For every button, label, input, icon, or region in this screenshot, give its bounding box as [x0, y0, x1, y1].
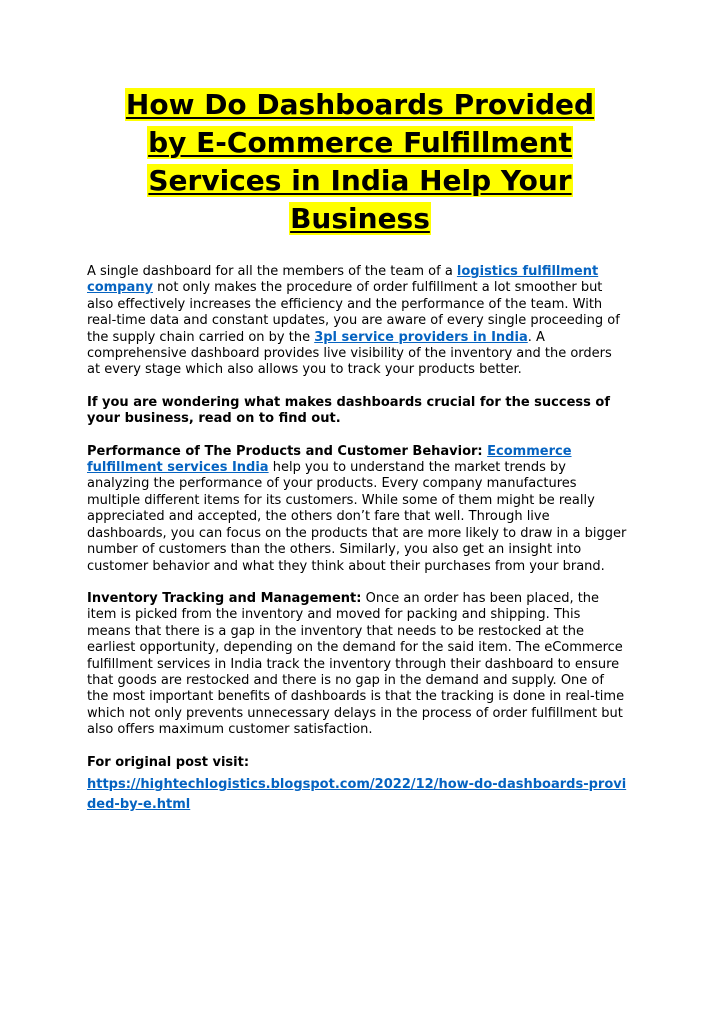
performance-text: help you to understand the market trends by analyzing the performance of your products. Every company manufactures multiple different items for its customers. While some of them might be really appreciated and accepted, the others don’t fare that well. Through live dashboards, you can focus on the products that are more likely to draw in a bigger number of customers than the others. Similarly, you also get an insight into customer behavior and what they think about their purchases from your brand. [87, 460, 627, 574]
intro-paragraph [87, 264, 627, 379]
title-line: Business [290, 202, 430, 235]
title-line: How Do Dashboards Provided [125, 88, 595, 121]
title-block [60, 86, 660, 238]
lead-in-paragraph: If you are wondering what makes dashboards crucial for the success of your business, read on to find out. [87, 394, 610, 427]
intro-text: not only makes the procedure of order fulfillment a lot smoother but also effectively increases the efficiency and the performance of the team. With real-time data and constant updates, you are aware of every single proceeding of the supply chain carried on by the [87, 280, 620, 345]
title-line: Services in India Help Your [148, 164, 572, 197]
article-body [87, 264, 627, 815]
ecommerce-fulfillment-link[interactable]: Ecommerce fulfillment services India [87, 443, 572, 476]
intro-text: A single dashboard for all the members of the team of a [87, 264, 457, 279]
inventory-paragraph [87, 591, 627, 739]
logistics-fulfillment-link[interactable]: logistics fulfillment company [87, 264, 599, 296]
title-line: by E-Commerce Fulfillment [148, 126, 572, 159]
source-label: For original post visit: [87, 754, 250, 770]
inventory-text: Once an order has been placed, the item is picked from the inventory and moved for packing and shipping. This means that there is a gap in the inventory that needs to be restocked at the earliest opportunity, depending on the demand for the said item. The eCommerce fulfillment services in India track the inventory through their dashboard to ensure that goods are restocked and there is no gap in the demand and supply. One of the most important benefits of dashboards is that the tracking is done in real-time which not only prevents unnecessary delays in the process of order fulfillment but also offers maximum customer satisfaction. [87, 590, 625, 738]
source-block [87, 755, 627, 815]
source-url-link[interactable]: https://hightechlogistics.blogspot.com/2022/12/how-do-dashboards-provided-by-e.html [87, 776, 627, 812]
page-title [60, 86, 660, 238]
intro-text: . A comprehensive dashboard provides live visibility of the inventory and the orders at every stage which also allows you to track your products better. [87, 329, 612, 378]
performance-paragraph [87, 444, 627, 575]
inventory-heading: Inventory Tracking and Management: [87, 590, 362, 606]
performance-heading: Performance of The Products and Customer Behavior: [87, 443, 488, 459]
3pl-service-providers-link[interactable]: 3pl service providers in India [314, 329, 528, 345]
